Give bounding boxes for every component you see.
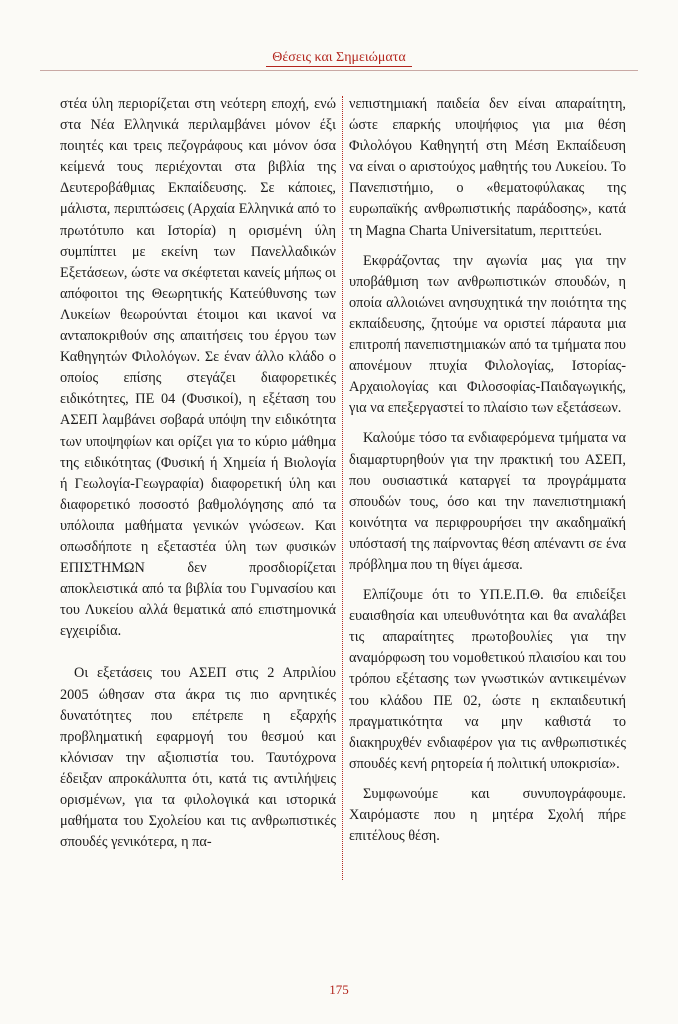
right-paragraph: Καλούμε τόσο τα ενδιαφερόμενα τμήματα να διαμαρτυρηθούν για την πρακτική του ΑΣΕΠ, που ουσιαστικά καταργεί τα προγράμματα σπουδών τους, όσο και την πανεπιστημιακή κοινότητα να περιφρουρήσει την ακαδημαϊκή υπόστασή της παίρνοντας θέση απέναντι σε ένα πρόβλημα που τη θίγει άμεσα. <box>349 430 626 573</box>
running-header-title: Θέσεις και Σημειώματα <box>266 50 411 67</box>
right-paragraph: Ελπίζουμε ότι το ΥΠ.Ε.Π.Θ. θα επιδείξει ευαισθησία και υπευθυνότητα και θα αναλάβει τις απαραίτητες πρωτοβουλίες για την αναμόρφωση του νομοθετικού πλαισίου και του τρόπου εξέτασης των γνωστικών αντικειμένων του κλάδου ΠΕ 02, ώστε η εκπαιδευτική πραγματικότητα να μην καθιστά το διακηρυχθέν ενδιαφέρον για τις ανθρωπιστικές σπουδές κενή ρητορεία ή πολιτική υποκρισία». <box>349 587 626 772</box>
left-paragraph: στέα ύλη περιορίζεται στη νεότερη εποχή, ενώ στα Νέα Ελληνικά περιλαμβάνει μόνον έξι ποιητές και τρεις πεζογράφους και μόνον όσα κείμενά τους περιέχονται στα βιβλία της Δευτεροβάθμιας Εκπαίδευσης. Σε κάποιες, μάλιστα, περιπτώσεις (Αρχαία Ελληνικά από το πρωτότυπο και Ιστορία) η ορισμένη ύλη συμπίπτει με εκείνη των Πανελλαδικών Εξετάσεων, ώστε να σκέφτεται κανείς μήπως οι απόφοιτοι της Θεωρητικής Κατεύθυνσης των Λυκείων θεωρούνται έτοιμοι και ικανοί να ανταποκριθούν σης απαιτήσεις του έργου των Καθηγητών Φιλολόγων. Σε έναν άλλο κλάδο ο οποίος επίσης στεγάζει διαφορετικές ειδικότητες, ΠΕ 04 (Φυσικοί), η εξέταση του ΑΣΕΠ λαμβάνει σοβαρά υπόψη την ειδικότητα των υποψηφίων και ορίζει για το κύριο μάθημα της ειδικότητας (Φυσική ή Χημεία ή Βιολογία ή Γεωλογία-Γεωγραφία) διαφορετική ύλη και διαφορετικό ποσοστό βαθμολόγησης από τα υπόλοιπα μαθήματα γενικών γνώσεων. Και οπωσδήποτε η εξεταστέα ύλη των φυσικών ΕΠΙΣΤΗΜΩΝ δεν προσδιορίζεται αποκλειστικά από τα βιβλία του Γυμνασίου και του Λυκείου αλλά θεματικά από επιστημονικά εγχειρίδια. <box>60 96 336 640</box>
right-paragraph: Εκφράζοντας την αγωνία μας για την υποβάθμιση των ανθρωπιστικών σπουδών, η οποία αλλοιώνει ανησυχητικά την ποιότητα της εκπαίδευσης, ζητούμε να οριστεί πάραυτα μια επιτροπή πανεπιστημιακών από τα τμήματα που απονέμουν πτυχία Φιλολογίας, Ιστορίας-Αρχαιολογίας και Φιλοσοφίας-Παιδαγωγικής, για να επεξεργαστεί το πλαίσιο των εξετάσεων. <box>349 252 626 417</box>
column-divider <box>342 96 343 880</box>
left-column <box>60 94 336 853</box>
right-column <box>349 94 626 847</box>
right-paragraph: νεπιστημιακή παιδεία δεν είναι απαραίτητη, ώστε επαρκής υποψήφιος για μια θέση Φιλολόγου Καθηγητή στη Μέση Εκπαίδευση να είναι ο αριστούχος μαθητής του Λυκείου. Το Πανεπιστήμιο, ο «θεματοφύλακας της ευρωπαϊκής ανθρωπιστικής παράδοσης», κατά τη Magna Charta Universitatum, περιττεύει. <box>349 96 626 239</box>
running-header <box>0 48 678 66</box>
left-paragraph: Οι εξετάσεις του ΑΣΕΠ στις 2 Απριλίου 2005 ώθησαν στα άκρα τις πιο αρνητικές δυνατότητες που επέτρεπε η εξαρχής προβληματική εφαρμογή του θεσμού και κλόνισαν την αξιοπιστία του. Ταυτόχρονα έδειξαν απροκάλυπτα ότι, κατά τις αντιλήψεις ορισμένων, για τα φιλολογικά και ιστορικά μαθήματα του Σχολείου και τις ανθρωπιστικές σπουδές γενικότερα, η πα- <box>60 665 336 851</box>
page-number: 175 <box>329 982 349 997</box>
right-paragraph: Συμφωνούμε και συνυπογράφουμε. Χαιρόμαστε που η μητέρα Σχολή πήρε επιτέλους θέση. <box>349 785 626 845</box>
header-rule <box>40 70 638 71</box>
